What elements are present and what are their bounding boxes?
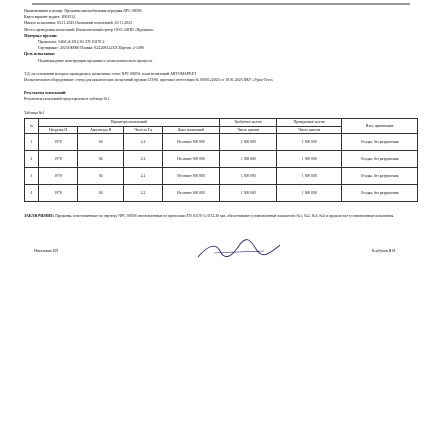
cell: 4 — [25, 184, 39, 201]
table-row — [25, 167, 418, 184]
cell: 1 500 000 — [277, 150, 342, 167]
cell: 1970 — [38, 150, 78, 167]
signature-row — [24, 237, 418, 267]
cell: 1970 — [38, 167, 78, 184]
cell: 2,2 — [124, 167, 163, 184]
header-line-dates: Начало испытания: 03.11.2023 Окончание испытаний: 20.11.2023 — [24, 21, 132, 26]
table-row — [25, 150, 418, 167]
table-caption: Таблица №1 — [24, 110, 45, 115]
col-load: Нагрузка Н — [38, 126, 78, 133]
cell: 1 500 000 — [219, 133, 276, 150]
header-line-location: Место проведения испытаний: Испытательный центр ООО «НПП «Пружина» — [24, 27, 154, 32]
method-label: Цель испытания: — [24, 52, 56, 57]
table-row — [25, 133, 418, 150]
results-label: Результаты испытаний: — [24, 91, 67, 96]
cell: 1 500 000 — [277, 167, 342, 184]
cell: Не менее 500 000 — [162, 167, 219, 184]
col-required-cycles: Число циклов — [219, 126, 276, 133]
col-amplitude: Амплитуда Н — [78, 126, 124, 133]
cell: 84 — [78, 184, 124, 201]
conclusion-label: ЗАКЛЮЧЕНИЕ: — [24, 213, 55, 218]
test-results-table — [24, 118, 418, 202]
table-row — [25, 184, 418, 201]
material-label: Материал пружин: — [24, 33, 58, 38]
cell: 1970 — [38, 184, 78, 201]
group-actual: Проведенное кол-во — [277, 119, 342, 126]
cell: Не менее 500 000 — [162, 184, 219, 201]
cell: Не менее 500 000 — [162, 133, 219, 150]
basis-line: Т.Д. на основании которых проводились испытания: отчет NPC 0005S, план испытаний ABTOMAPKET — [24, 71, 197, 76]
material-item: Проволока: 54SiCr6 Ø12,30, EN 10270-2. — [38, 40, 106, 45]
signer-title: Начальник ИЛ — [34, 248, 59, 253]
cell: 2,2 — [124, 133, 163, 150]
cell: 2 — [25, 150, 39, 167]
cell: 1 500 000 — [277, 184, 342, 201]
group-required: Требуемое кол-во — [219, 119, 276, 126]
cell: 1970 — [38, 133, 78, 150]
cell: 1 500 000 — [219, 184, 276, 201]
cell: 84 — [78, 167, 124, 184]
conclusion-text: Пружины, изготовленные по чертежу NPC 0005S изготовленные из проволоки EN 10270-2, Ø12,30 мм, обеспечивают установленные показатели №1, №2, №3, №4 и прошли все установленные испытания. — [55, 213, 395, 218]
cell: Осадка, без разрушения — [342, 133, 418, 150]
cell: Осадка, без разрушения — [342, 184, 418, 201]
header-line-product: Наименование и номер: Пружины автомобильная передняя NPC 0005S — [24, 9, 142, 13]
results-text: Результаты испытаний представлены в таблице №1. — [24, 97, 111, 102]
col-actual-cycles: Число циклов — [277, 126, 342, 133]
cell: Не менее 500 000 — [162, 150, 219, 167]
basis-equipment: Испытательное оборудование: стенд для циклических испытаний пружин СП-06, протокол аттестации № 0056122023 от 18.01.2023 ФБУ «Урал-Тест» — [24, 78, 274, 83]
col-result: Итог, примечание — [342, 119, 418, 134]
handwritten-signature — [194, 237, 284, 263]
group-test-params: Параметры испытаний — [38, 119, 219, 126]
cell: 3 — [25, 167, 39, 184]
col-cycle: Цикл испытаний — [162, 126, 219, 133]
cell: Осадка, без разрушения — [342, 150, 418, 167]
cell: 2,2 — [124, 150, 163, 167]
cell: 1 — [25, 133, 39, 150]
cell: 1 500 000 — [219, 150, 276, 167]
cell: 84 — [78, 133, 124, 150]
cell: 2,2 — [124, 184, 163, 201]
cell: 1 500 000 — [277, 133, 342, 150]
conclusion-block — [24, 214, 418, 219]
cell: Осадка, без разрушения — [342, 167, 418, 184]
col-number: № — [25, 119, 39, 134]
cell: 1 500 000 — [219, 167, 276, 184]
top-divider — [32, 3, 410, 5]
method-item: Подтверждение конструкции пружины и технологического процесса. — [38, 58, 154, 63]
header-line-audit: Карта вариант аудита: 2003512 — [24, 15, 76, 20]
material-item: Сертификат: 2023100060 Плавка: E22208412XX Партия: 2-1496 — [38, 46, 144, 51]
col-frequency: Частота Гц — [124, 126, 163, 133]
signer-name: Клубуков В.И. — [371, 248, 396, 253]
cell: 84 — [78, 150, 124, 167]
